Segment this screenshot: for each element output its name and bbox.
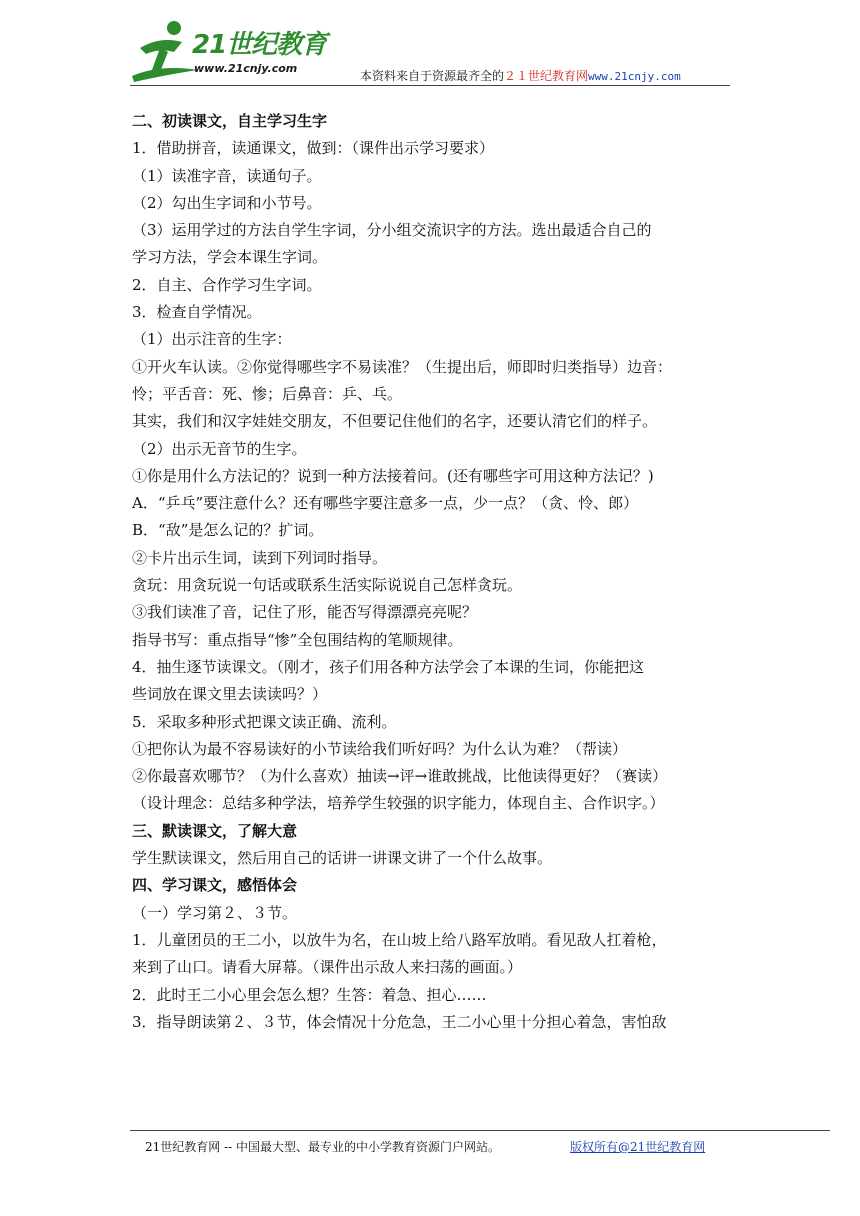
text-line: 怜；平舌音：死、惨；后鼻音：乒、乓。 (132, 384, 403, 403)
text-line: 3．指导朗读第２、３节，体会情况十分危急，王二小心里十分担心着急，害怕敌 (132, 1012, 667, 1031)
text-line: （2）勾出生字词和小节号。 (132, 193, 322, 212)
page-header (130, 18, 730, 86)
text-line: 贪玩：用贪玩说一句话或联系生活实际说说自己怎样贪玩。 (132, 576, 523, 595)
footer-text: 21世纪教育网 -- 中国最大型、最专业的中小学教育资源门户网站。 (145, 1140, 501, 1154)
text-line: 1．儿童团员的王二小，以放牛为名，在山坡上给八路军放哨。看见敌人扛着枪， (132, 930, 667, 949)
text-line: （2）出示无音节的生字。 (132, 439, 307, 458)
site-logo[interactable] (130, 18, 340, 84)
document-body (132, 108, 742, 1036)
text-line: ①把你认为最不容易读好的小节读给我们听好吗？为什么认为难？（帮读） (132, 739, 628, 758)
text-line: （设计理念：总结多种学法，培养学生较强的识字能力，体现自主、合作识字。） (132, 794, 665, 813)
tagline-url[interactable]: www.21cnjy.com (588, 70, 681, 83)
text-line: （3）运用学过的方法自学生字词，分小组交流识字的方法。选出最适合自己的 (132, 221, 652, 240)
header-tagline (360, 67, 681, 84)
text-line: （1）读准字音，读通句子。 (132, 166, 322, 185)
text-line: 1．借助拼音，读通课文，做到：（课件出示学习要求） (132, 139, 495, 158)
text-line: ①开火车认读。②你觉得哪些字不易读准？（生提出后，师即时归类指导）边音： (132, 357, 673, 376)
text-line: （一）学习第２、３节。 (132, 903, 298, 922)
runner-logo-icon (130, 18, 200, 84)
text-line: 3．检查自学情况。 (132, 303, 262, 322)
section-heading: 二、初读课文，自主学习生字 (132, 112, 328, 130)
text-line: ③我们读准了音，记住了形，能否写得漂漂亮亮呢？ (132, 603, 478, 622)
text-line: 5．采取多种形式把课文读正确、流利。 (132, 712, 397, 731)
text-line: （1）出示注音的生字： (132, 330, 292, 349)
text-line: 指导书写：重点指导“惨”全包围结构的笔顺规律。 (132, 630, 463, 649)
footer-divider (130, 1130, 830, 1131)
text-line: 2．自主、合作学习生字词。 (132, 275, 322, 294)
section-heading: 三、默读课文，了解大意 (132, 821, 298, 840)
text-line: ①你是用什么方法记的？说到一种方法接着问。(还有哪些字可用这种方法记？) (132, 466, 654, 485)
text-line: B．“敌”是怎么记的？扩词。 (132, 521, 324, 540)
tagline-brand[interactable]: ２１世纪教育网 (504, 69, 589, 83)
text-line: 来到了山口。请看大屏幕。（课件出示敌人来扫荡的画面。） (132, 958, 523, 977)
text-line: 学习方法，学会本课生字词。 (132, 248, 328, 267)
text-line: 其实，我们和汉字娃娃交朋友，不但要记住他们的名字，还要认清它们的样子。 (132, 412, 658, 431)
logo-url: www.21cnjy.com (194, 62, 298, 75)
text-line: ②你最喜欢哪节？（为什么喜欢）抽读→评→谁敢挑战，比他读得更好？（赛读） (132, 767, 668, 786)
text-line: 4．抽生逐节读课文。（刚才，孩子们用各种方法学会了本课的生词，你能把这 (132, 657, 645, 676)
section-heading: 四、学习课文，感悟体会 (132, 876, 298, 895)
copyright-link[interactable]: 版权所有@21世纪教育网 (570, 1140, 706, 1154)
text-line: A．“乒乓”要注意什么？还有哪些字要注意多一点，少一点？（贪、怜、郎） (132, 494, 639, 513)
text-line: 2．此时王二小心里会怎么想？生答：着急、担心…… (132, 985, 487, 1004)
tagline-prefix: 本资料来自于资源最齐全的 (360, 69, 505, 83)
text-line: ②卡片出示生词，读到下列词时指导。 (132, 548, 388, 567)
text-line: 些词放在课文里去读读吗？） (132, 685, 328, 704)
header-divider (130, 85, 730, 86)
text-line: 学生默读课文，然后用自己的话讲一讲课文讲了一个什么故事。 (132, 849, 553, 868)
logo-text: 21世纪教育 (192, 30, 327, 60)
